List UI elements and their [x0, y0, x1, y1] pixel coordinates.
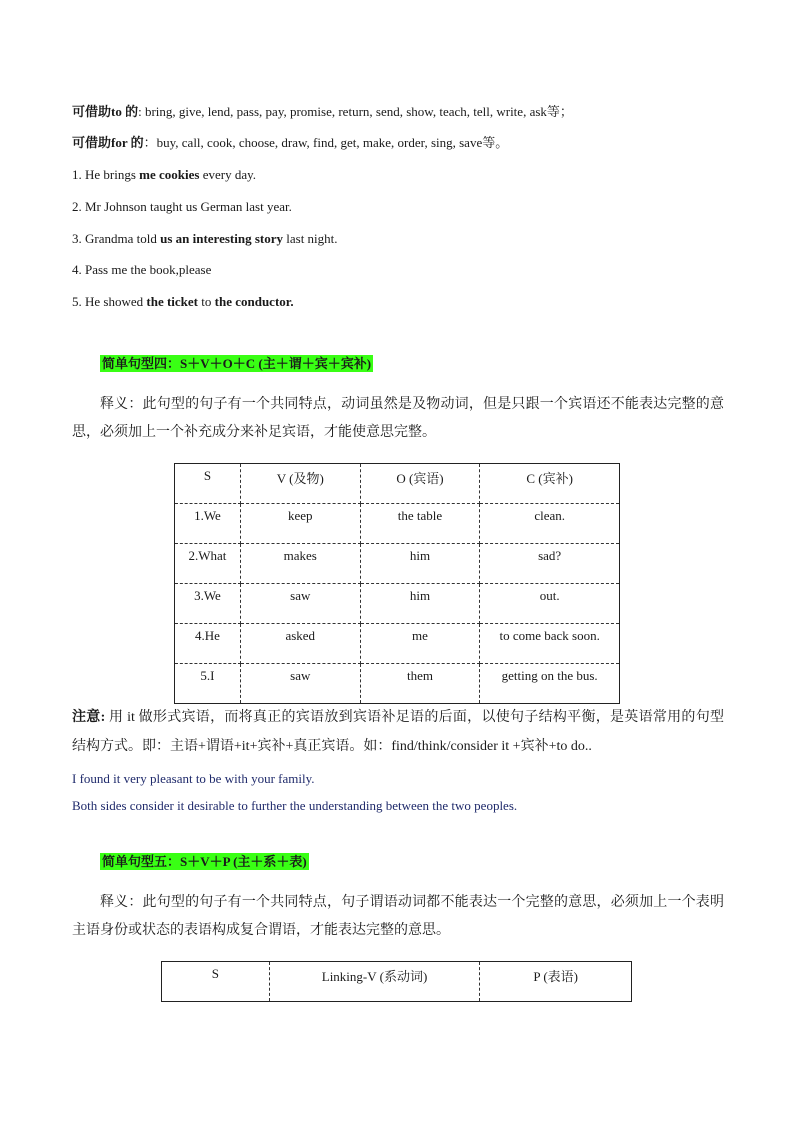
example-1: 1. He brings me cookies every day. [72, 167, 257, 182]
section5-explanation: 释义：此句型的句子有一个共同特点，句子谓语动词都不能表达一个完整的意思，必须加上一个表明主语身份或状态的表语构成复合谓语，才能表达完整的意思。 [72, 895, 724, 938]
table-cell: saw [240, 584, 360, 624]
svp-table [161, 961, 632, 1002]
table-cell: makes [240, 544, 360, 584]
table-cell: him [360, 544, 480, 584]
table-cell: getting on the bus. [501, 668, 598, 683]
table-cell: saw [240, 664, 360, 704]
table-cell: 3.We [175, 584, 241, 624]
header-cell: C (宾补) [480, 464, 620, 504]
table-header-row [175, 464, 620, 504]
table-cell: me [360, 624, 480, 664]
table-header-row [162, 962, 632, 1002]
table-row [175, 584, 620, 624]
header-cell: S [175, 464, 241, 504]
note-example-1: I found it very pleasant to be with your family. [72, 771, 315, 786]
section5-heading: 简单句型五：S＋V＋P (主＋系＋表) [102, 854, 307, 869]
table-cell: them [360, 664, 480, 704]
note: 注意: 用 it 做形式宾语，而将真正的宾语放到宾语补足语的后面，以使句子结构平衡，是英语常用的句型结构方式。即：主语+谓语+it+宾补+真正宾语。如：find/think/consider it +宾补+to do.. [72, 710, 724, 754]
header-cell: S [162, 962, 270, 1002]
table-cell: sad? [480, 544, 620, 584]
table-cell: 2.What [175, 544, 241, 584]
verbs-with-for: 可借助for 的：buy, call, cook, choose, draw, find, get, make, order, sing, save等。 [72, 135, 509, 150]
note-example-2: Both sides consider it desirable to further the understanding between the two peoples. [72, 798, 518, 813]
example-3: 3. Grandma told us an interesting story last night. [72, 231, 338, 246]
table-cell: clean. [480, 504, 620, 544]
table-row [175, 504, 620, 544]
table-cell: him [360, 584, 480, 624]
example-2: 2. Mr Johnson taught us German last year. [72, 199, 292, 214]
table-cell: to come back soon. [480, 624, 620, 664]
table-cell: asked [240, 624, 360, 664]
example-4: 4. Pass me the book,please [72, 262, 212, 277]
section4-explanation: 释义：此句型的句子有一个共同特点，动词虽然是及物动词，但是只跟一个宾语还不能表达完整的意思，必须加上一个补充成分来补足宾语，才能使意思完整。 [72, 397, 724, 440]
table-cell: keep [240, 504, 360, 544]
table-cell: 1.We [175, 504, 241, 544]
example-5: 5. He showed the ticket to the conductor. [72, 294, 294, 309]
table-cell: the table [360, 504, 480, 544]
header-cell: V (及物) [240, 464, 360, 504]
table-row [175, 544, 620, 584]
note-label: 注意: [72, 710, 106, 725]
table-row [175, 664, 620, 704]
table-row [175, 624, 620, 664]
table-cell: 5.I [175, 664, 241, 704]
svoc-table [174, 463, 620, 704]
section4-heading: 简单句型四：S＋V＋O＋C (主＋谓＋宾＋宾补) [102, 356, 372, 371]
header-cell: O (宾语) [360, 464, 480, 504]
header-cell: Linking-V (系动词) [269, 962, 480, 1002]
table-cell: out. [480, 584, 620, 624]
verbs-with-to: 可借助to 的: bring, give, lend, pass, pay, promise, return, send, show, teach, tell, write, ask等； [72, 104, 573, 119]
table-cell: 4.He [175, 624, 241, 664]
header-cell: P (表语) [533, 969, 578, 984]
